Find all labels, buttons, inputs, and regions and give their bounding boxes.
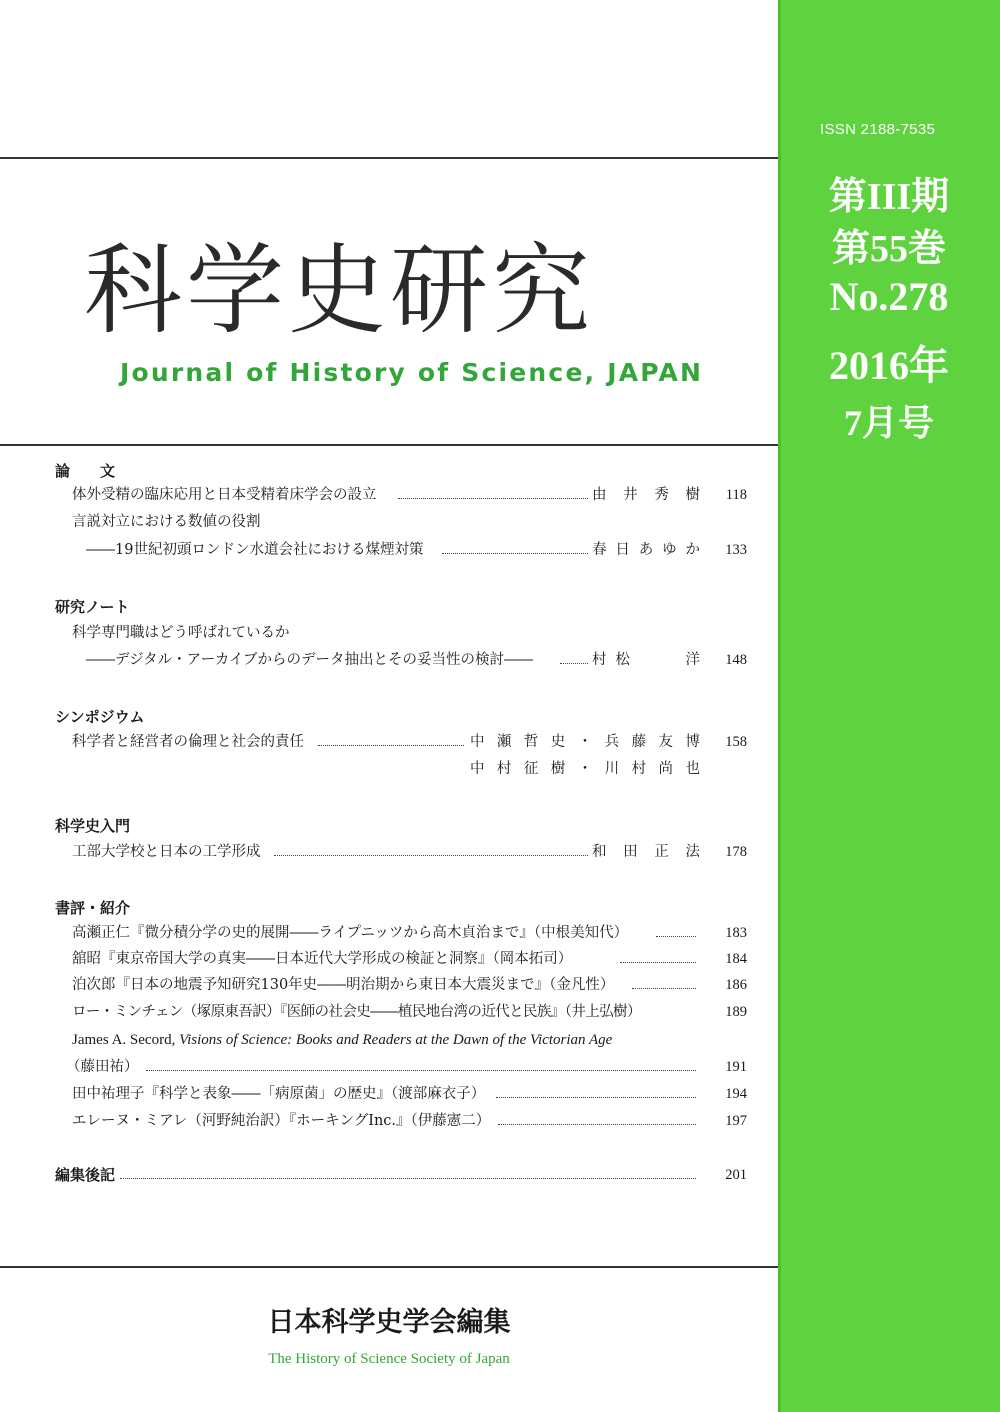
toc-row[interactable] [0,923,778,943]
section-articles: 論 文 [55,462,116,480]
dot-leader [632,969,696,989]
toc-page: 194 [725,1086,747,1102]
toc-page: 191 [725,1059,747,1075]
toc-row[interactable] [0,650,778,670]
toc-page: 158 [725,734,747,750]
dot-leader [274,836,588,856]
review-book-title: Visions of Science: Books and Readers at the Dawn of the Victorian Age [179,1032,613,1048]
bottom-rule [0,1266,778,1268]
toc-row[interactable] [0,842,778,862]
toc-page: 197 [725,1113,747,1129]
issue-year: 2016年 [829,343,949,388]
dot-leader [442,534,588,554]
toc-page: 183 [725,925,747,941]
dot-leader [398,479,588,499]
toc-row[interactable] [0,1002,778,1022]
toc-author: 中瀬哲史・兵藤友博 [470,734,700,750]
review-text: 舘昭『東京帝国大学の真実――日本近代大学形成の検証と洞察』（岡本拓司） [72,951,573,967]
review-text: 高瀬正仁『微分積分学の史的展開――ライプニッツから高木貞治まで』（中根美知代） [72,925,629,941]
toc-page: 201 [725,1167,747,1183]
toc-subtitle: ――19世紀初頭ロンドン水道会社における煤煙対策 [86,542,424,558]
dot-leader [496,1078,696,1098]
issue-number: No.278 [829,274,949,319]
review-text: エレーヌ・ミアレ（河野純治訳）『ホーキングInc.』（伊藤憲二） [72,1113,491,1129]
journal-title-jp: 科学史研究 [84,234,595,348]
toc-page: 186 [725,977,747,993]
toc-title: 工部大学校と日本の工学形成 [72,844,261,860]
review-text: （藤田祐） [66,1059,139,1075]
review-text: ロー・ミンチェン（塚原東吾訳）『医師の社会史――植民地台湾の近代と民族』（井上弘樹） [72,1004,641,1020]
toc-author: 由井秀樹 [592,487,700,503]
toc-row[interactable] [0,1111,778,1131]
publisher-jp: 日本科学史学会編集 [267,1307,511,1338]
toc-title: 科学専門職はどう呼ばれているか [72,625,290,641]
review-text [72,1030,612,1050]
toc-page: 148 [725,652,747,668]
toc-page: 184 [725,951,747,967]
section-editorial: 編集後記 [55,1166,116,1184]
toc-page: 118 [725,487,747,503]
dot-leader [120,1159,696,1179]
section-intro: 科学史入門 [55,817,131,835]
toc-row[interactable] [0,732,778,752]
toc-author: 中村征樹・川村尚也 [470,761,700,777]
toc-title: 体外受精の臨床応用と日本受精着床学会の設立 [72,487,377,503]
toc-page: 178 [725,844,747,860]
dot-leader [498,1105,696,1125]
toc-row[interactable] [0,512,778,532]
issue-month: 7月号 [843,403,934,443]
toc-row[interactable] [0,540,778,560]
toc-page: 189 [725,1004,747,1020]
toc-row[interactable] [0,1057,778,1077]
journal-title-en: Journal of History of Science, JAPAN [120,358,704,387]
toc-row[interactable] [0,1030,778,1050]
section-notes: 研究ノート [55,598,130,616]
toc-row[interactable] [0,949,778,969]
review-author: James A. Secord, [72,1032,180,1048]
toc-title: 科学者と経営者の倫理と社会的責任 [72,734,304,750]
toc-row[interactable] [0,1165,778,1185]
toc-page: 133 [725,542,747,558]
toc-row[interactable] [0,623,778,643]
toc-subtitle: ――デジタル・アーカイブからのデータ抽出とその妥当性の検討―― [86,652,534,668]
section-reviews: 書評・紹介 [55,899,131,917]
dot-leader [146,1051,696,1071]
toc-row[interactable] [0,485,778,505]
review-text: 泊次郎『日本の地震予知研究130年史――明治期から東日本大震災まで』（金凡性） [72,977,615,993]
dot-leader [318,726,464,746]
toc-row [0,759,778,779]
dot-leader [656,917,696,937]
section-symposium: シンポジウム [55,708,145,726]
toc-author: 和田正法 [592,844,700,860]
publisher-en: The History of Science Society of Japan [268,1351,510,1367]
toc-author: 村松 洋 [592,652,700,668]
toc-author: 春日あゆか [592,542,700,558]
review-text: 田中祐理子『科学と表象――「病原菌」の歴史』（渡部麻衣子） [72,1086,486,1102]
volume-label: 第55巻 [831,228,946,270]
dot-leader [560,644,588,664]
toc-row[interactable] [0,975,778,995]
series-label: 第III期 [828,176,950,218]
issn: ISSN 2188-7535 [820,121,936,138]
toc-row[interactable] [0,1084,778,1104]
toc-title: 言説対立における数値の役割 [72,514,261,530]
dot-leader [620,943,696,963]
